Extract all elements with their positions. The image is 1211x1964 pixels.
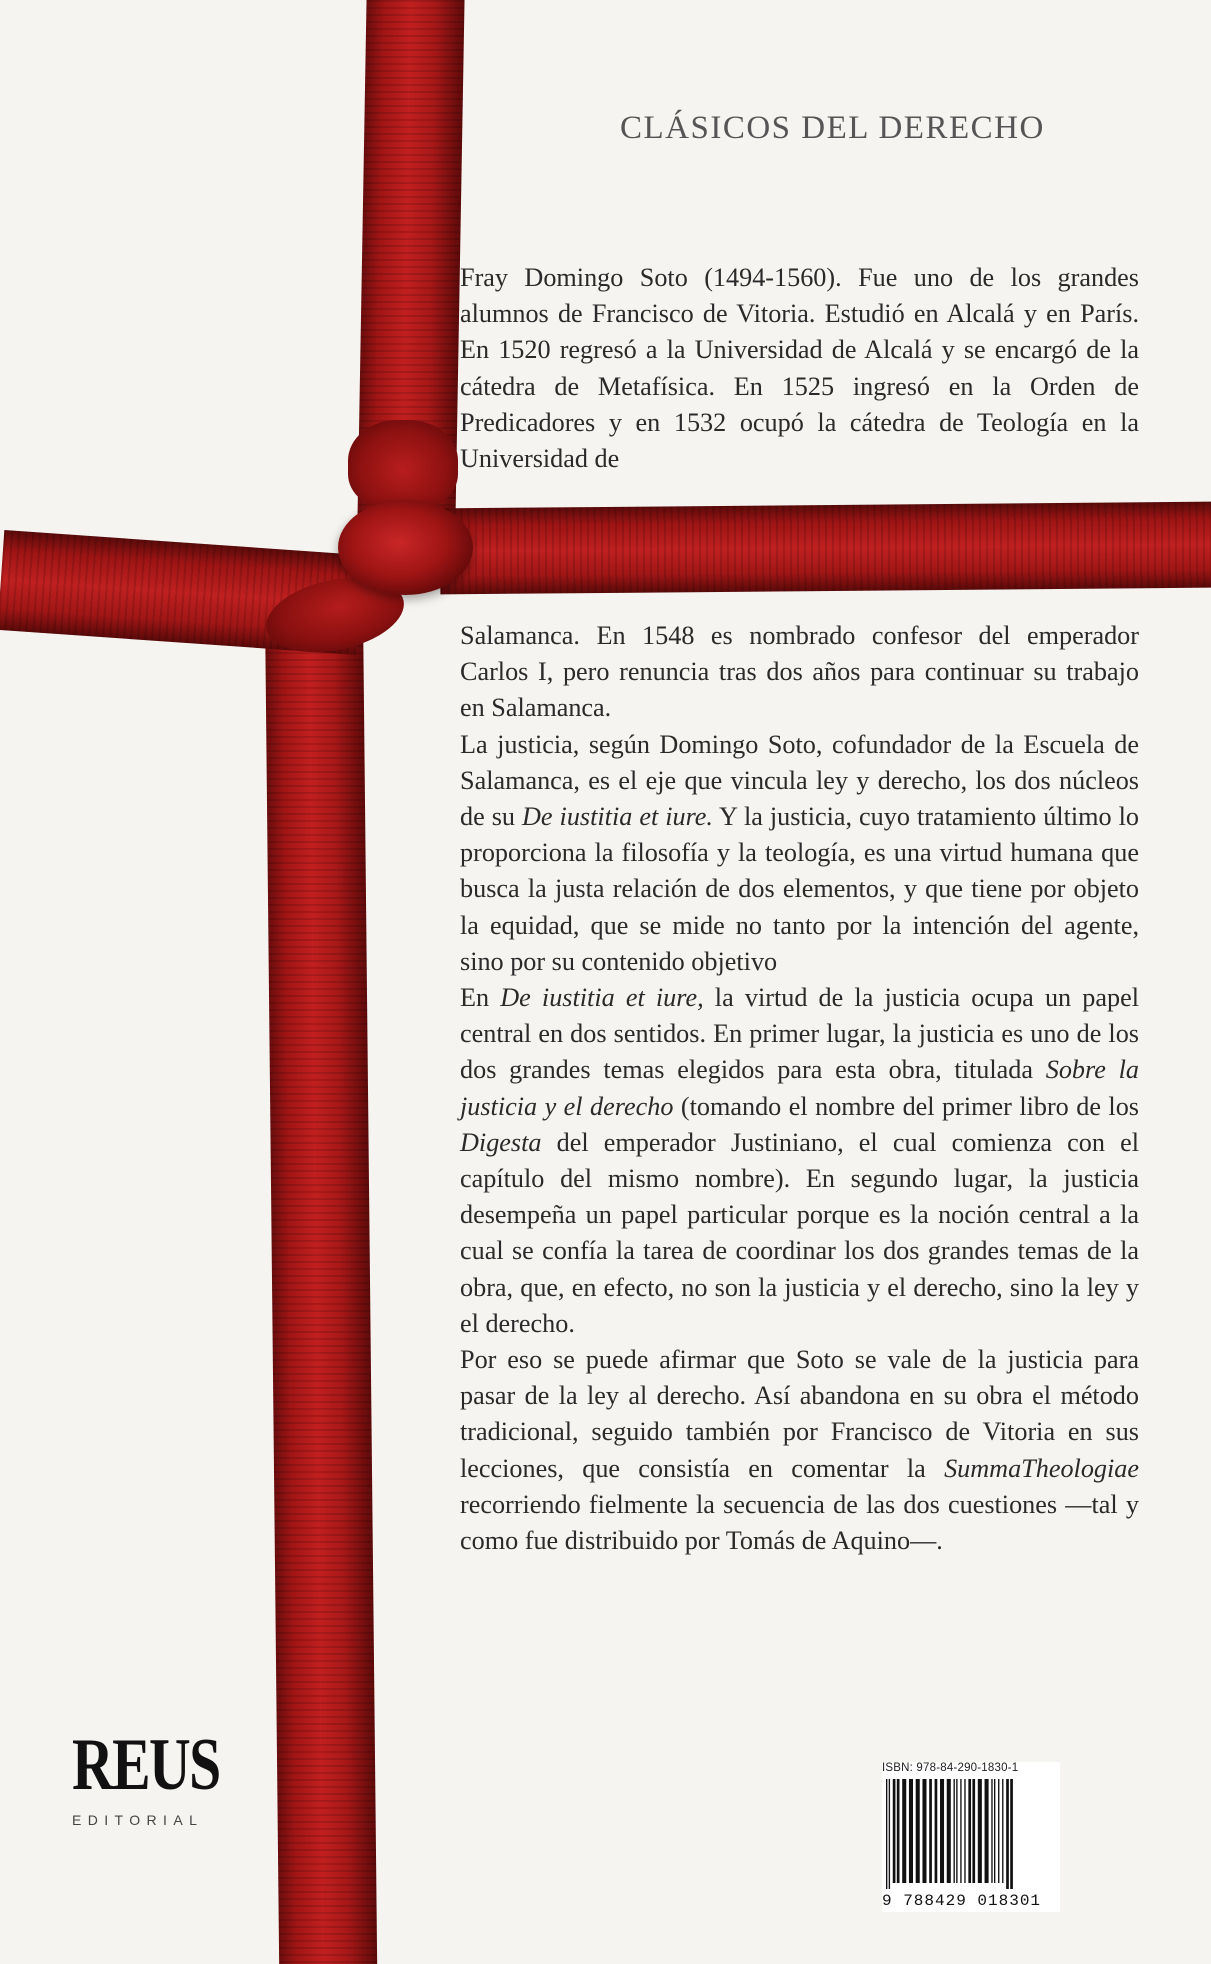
italic-title: De iustitia et iure. — [522, 802, 713, 832]
italic-title: SummaTheologiae — [944, 1453, 1139, 1483]
ribbon-horizontal-right — [440, 502, 1211, 595]
publisher-logo-subtitle: EDITORIAL — [72, 1812, 204, 1828]
italic-title: Sobre la justicia y el derecho — [460, 1055, 1139, 1121]
iustitia-paragraph — [460, 980, 1139, 1342]
text-run: En — [460, 983, 501, 1013]
publisher-logo — [72, 1724, 222, 1828]
barcode-icon — [882, 1779, 1060, 1889]
text-run: del emperador Justiniano, el cual comienza con el capítulo del mismo nombre). En segundo lugar, la justicia desempeña un papel particular porque es la noción central a la cual se confía la tarea de coordinar los dos grandes temas de la obra, que, en efecto, no son la justicia y el derecho, sino la ley y el derecho. — [460, 1127, 1139, 1338]
text-run: Y la justicia, cuyo tratamiento último lo proporciona la filosofía y la teología, es una virtud humana que busca la justa relación de dos elementos, y que tiene por objeto la equidad, que se mide no tanto por la intención del agente, sino por su contenido objetivo — [460, 802, 1139, 976]
synopsis-text-upper — [460, 260, 1139, 477]
text-run: recorriendo fielmente la secuencia de las dos cuestiones —tal y como fue distribuido por Tomás de Aquino—. — [460, 1489, 1139, 1556]
synopsis-text-lower — [460, 618, 1139, 1559]
barcode-digits: 9 788429 018301 — [882, 1892, 1042, 1910]
text-run: Salamanca. En 1548 es nombrado confesor del emperador Carlos I, pero renuncia tras dos años para continuar su trabajo en Salamanca. — [460, 621, 1139, 723]
ribbon-knot — [338, 500, 473, 595]
series-title: CLÁSICOS DEL DERECHO — [620, 110, 1045, 146]
text-run: Por eso se puede afirmar que Soto se vale de la justicia para pasar de la ley al derecho. Así abandona en su obra el método tradicional, seguido también por Francisco de Vitoria en sus lecciones, que consistía en comentar la — [460, 1345, 1139, 1483]
text-run: Fray Domingo Soto (1494-1560). Fue uno de los grandes alumnos de Francisco de Vitoria. Estudió en Alcalá y en París. En 1520 regresó a la Universidad de Alcalá y se encargó de la cátedra de Metafísica. En 1525 ingresó en la Orden de Predicadores y en 1532 ocupó la cátedra de Teología en la Universidad de — [460, 263, 1139, 474]
italic-title: Digesta — [460, 1127, 542, 1157]
bio-paragraph — [460, 260, 1139, 477]
justice-paragraph — [460, 727, 1139, 980]
bio-paragraph-continued — [460, 618, 1139, 727]
ribbon-knot-upper — [348, 420, 458, 510]
method-paragraph — [460, 1342, 1139, 1559]
isbn-label: ISBN: 978-84-290-1830-1 — [882, 1762, 1019, 1774]
isbn-barcode — [882, 1762, 1060, 1912]
italic-title: De iustitia et iure, — [500, 983, 704, 1013]
publisher-logo-word: REUS — [72, 1724, 220, 1806]
text-run: (tomando el nombre del primer libro de los — [673, 1091, 1139, 1121]
ribbon-vertical-bottom — [265, 590, 377, 1964]
text-run: la virtud de la justicia ocupa un papel central en dos sentidos. En primer lugar, la justicia es uno de los dos grandes temas elegidos para esta obra, titulada — [460, 983, 1139, 1085]
text-run: La justicia, según Domingo Soto, cofundador de la Escuela de Salamanca, es el eje que vincula ley y derecho, los dos núcleos de su — [460, 729, 1139, 832]
